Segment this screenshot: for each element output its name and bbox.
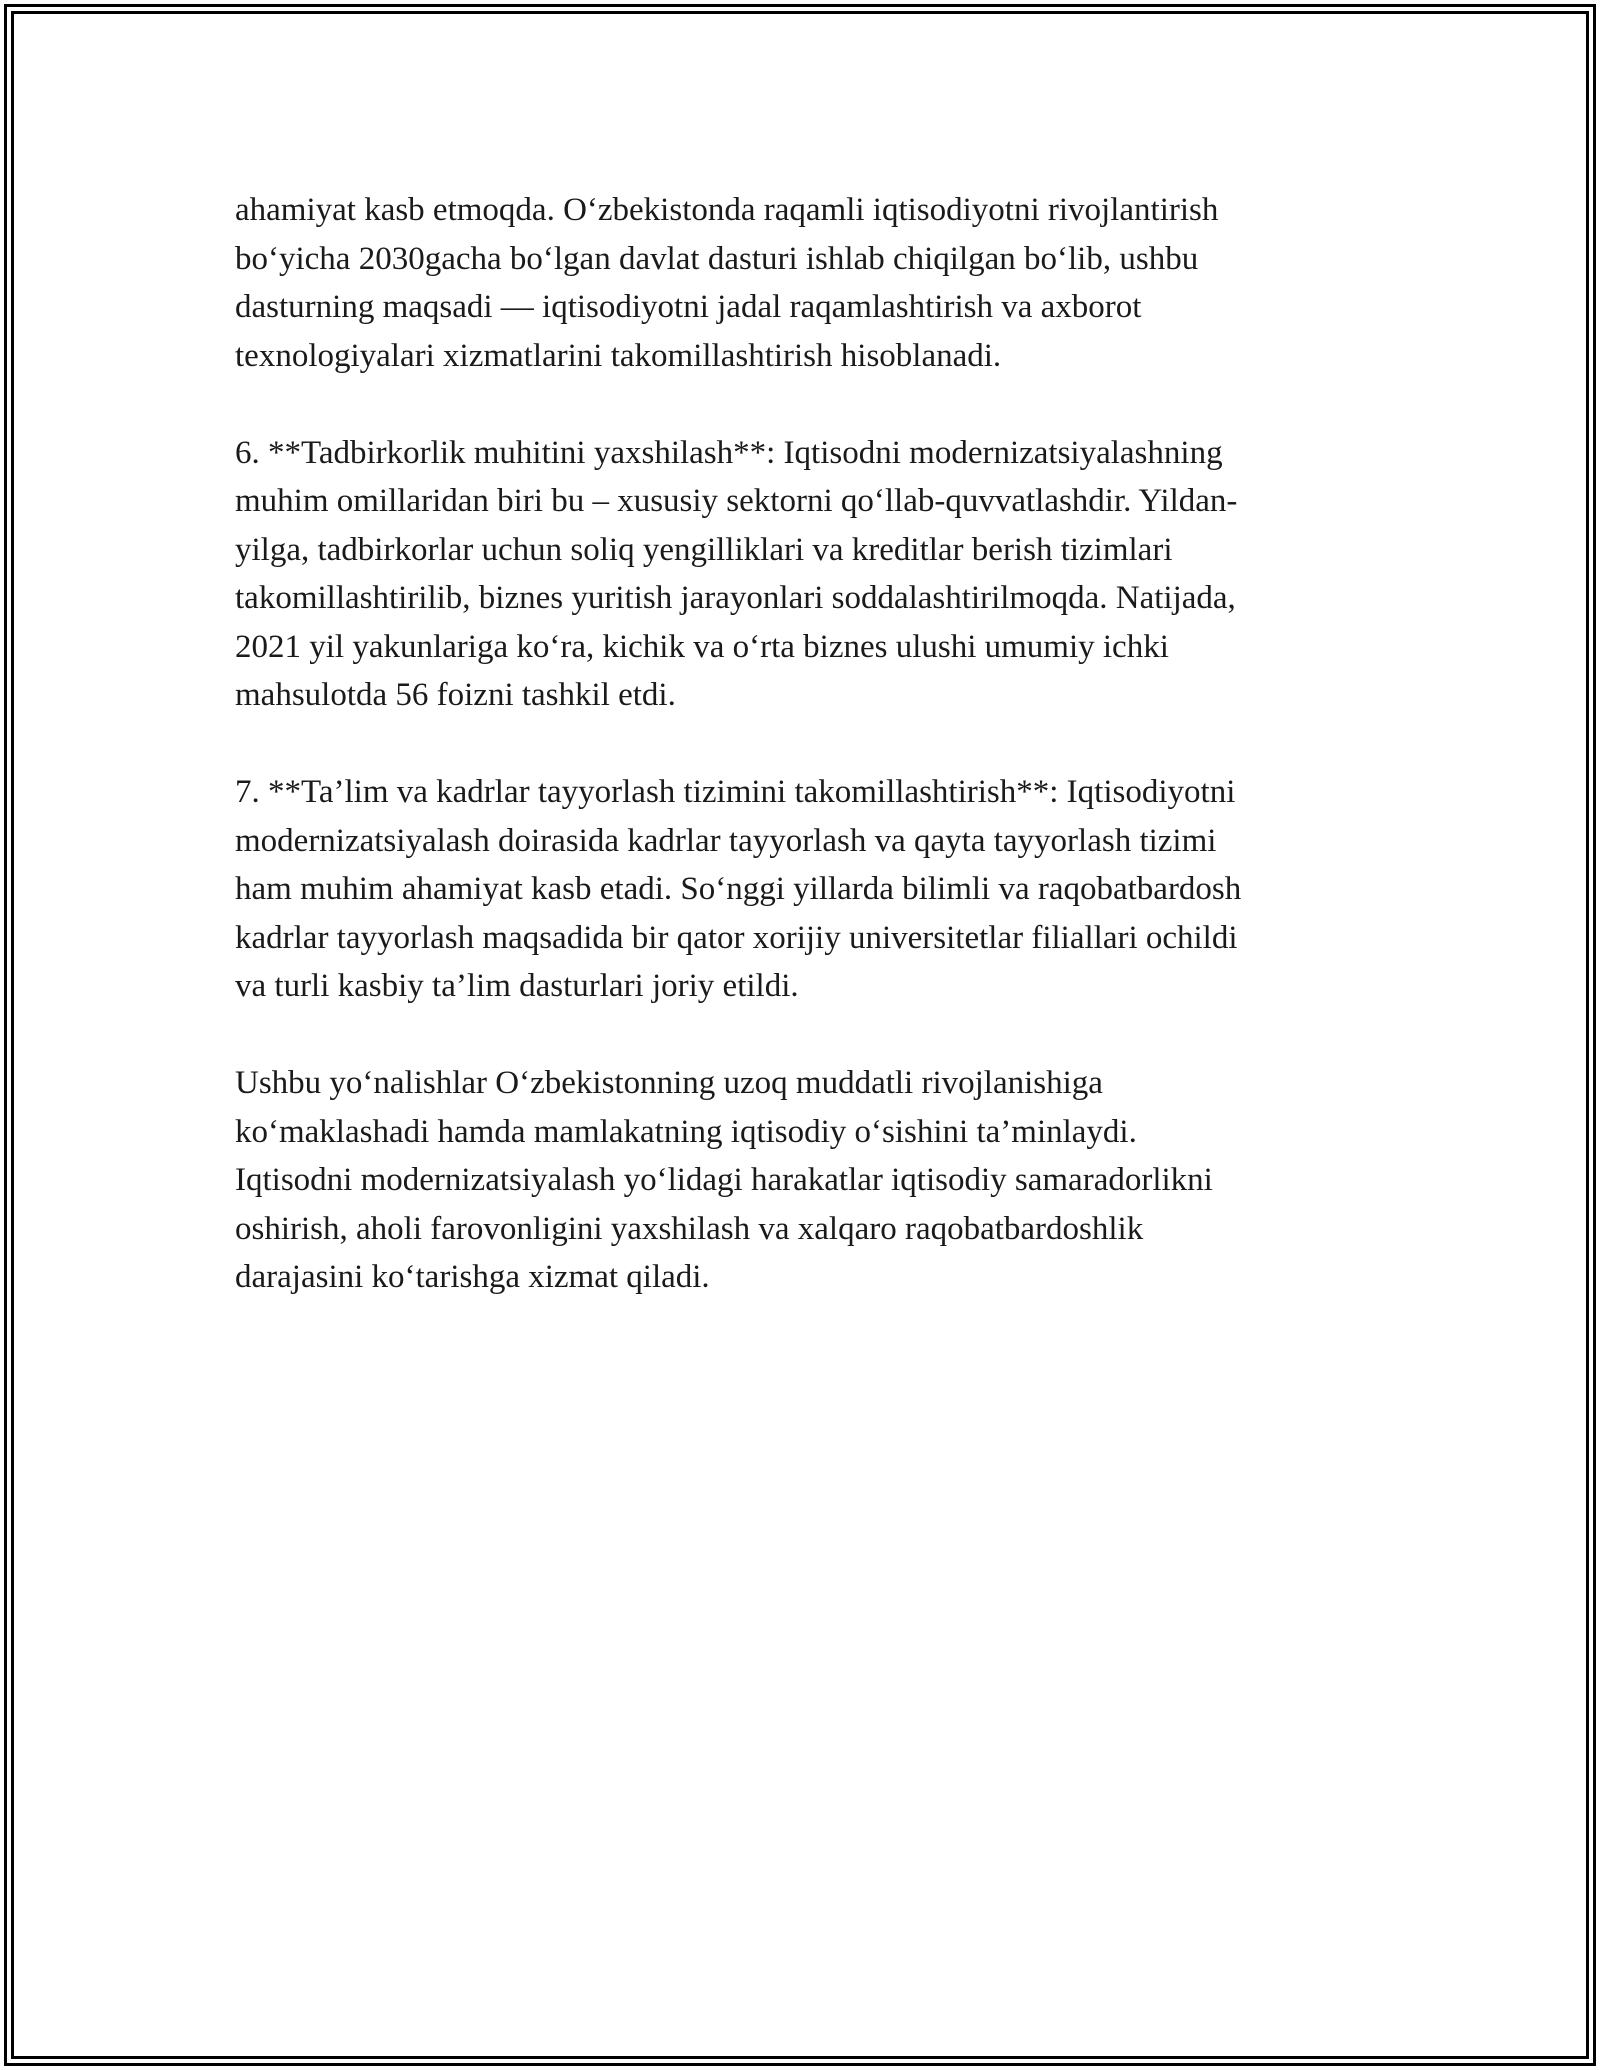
paragraph-conclusion: Ushbu yo‘nalishlar O‘zbekistonning uzoq muddatli rivojlanishiga ko‘maklashadi hamda mamlakatning iqtisodiy o‘sishini ta’minlaydi. Iqtisodni modernizatsiyalash yo‘lidagi harakatlar iqtisodiy samaradorlikni oshirish, aholi farovonligini yaxshilash va xalqaro raqobatbardoshlik darajasini ko‘tarishga xizmat qiladi.	[235, 1065, 1213, 1295]
paragraph-education-training: 7. **Ta’lim va kadrlar tayyorlash tizimini takomillashtirish**: Iqtisodiyotni modernizatsiyalash doirasida kadrlar tayyorlash va qayta tayyorlash tizimi ham muhim ahamiyat kasb etadi. So‘nggi yillarda bilimli va raqobatbardosh kadrlar tayyorlash maqsadida bir qator xorijiy universitetlar filiallari ochildi va turli kasbiy ta’lim dasturlari joriy etildi.	[235, 774, 1242, 1004]
paragraph-business-environment: 6. **Tadbirkorlik muhitini yaxshilash**: Iqtisodni modernizatsiyalashning muhim omillaridan biri bu – xususiy sektorni qo‘llab-quvvatlashdir. Yildan- yilga, tadbirkorlar uchun soliq yengilliklari va kreditlar berish tizimlari takomillashtirilib, biznes yuritish jarayonlari soddalashtirilmoqda. Natijada, 2021 yil yakunlariga ko‘ra, kichik va o‘rta biznes ulushi umumiy ichki mahsulotda 56 foizni tashkil etdi.	[235, 434, 1238, 713]
paragraph-digital-economy: ahamiyat kasb etmoqda. O‘zbekistonda raqamli iqtisodiyotni rivojlantirish bo‘yicha 2030gacha bo‘lgan davlat dasturi ishlab chiqilgan bo‘lib, ushbu dasturning maqsadi — iqtisodiyotni jadal raqamlashtirish va axborot texnologiyalari xizmatlarini takomillashtirish hisoblanadi.	[235, 192, 1219, 374]
document-body	[235, 186, 1375, 1350]
